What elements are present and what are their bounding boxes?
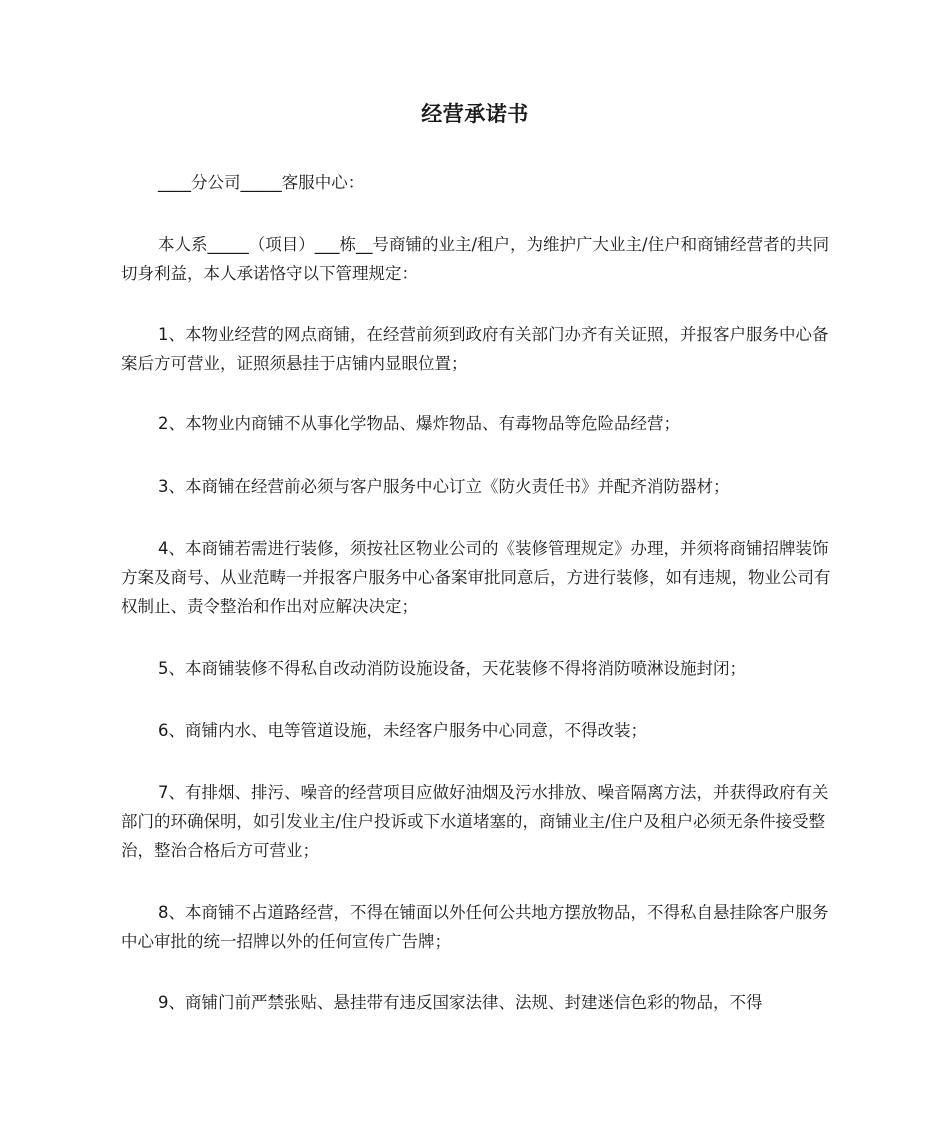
document-title: 经营承诺书 [421, 102, 529, 126]
addressee-line: ____分公司_____客服中心： [158, 173, 365, 192]
clause-5: 5、本商铺装修不得私自改动消防设施设备，天花装修不得将消防喷淋设施封闭； [158, 659, 746, 678]
intro-paragraph: 本人系_____（项目）___栋__号商铺的业主/租户，为维护广大业主/住户和商铺经营者的共同切身利益，本人承诺恪守以下管理规定： [121, 235, 830, 283]
clause-3: 3、本商铺在经营前必须与客户服务中心订立《防火责任书》并配齐消防器材； [158, 477, 730, 496]
clause-8: 8、本商铺不占道路经营，不得在铺面以外任何公共地方摆放物品，不得私自悬挂除客户服务中心审批的统一招牌以外的任何宣传广告牌； [121, 903, 829, 951]
clause-1: 1、本物业经营的网点商铺，在经营前须到政府有关部门办齐有关证照，并报客户服务中心备案后方可营业，证照须悬挂于店铺内显眼位置； [121, 325, 829, 373]
clause-7: 7、有排烟、排污、噪音的经营项目应做好油烟及污水排放、噪音隔离方法，并获得政府有关部门的环确保明，如引发业主/住户投诉或下水道堵塞的，商铺业主/住户及租户必须无条件接受整治，整治合格后方可营业； [121, 783, 829, 860]
clause-6: 6、商铺内水、电等管道设施，未经客户服务中心同意，不得改装； [158, 721, 647, 740]
clause-2: 2、本物业内商铺不从事化学物品、爆炸物品、有毒物品等危险品经营； [158, 414, 680, 433]
clause-9: 9、商铺门前严禁张贴、悬挂带有违反国家法律、法规、封建迷信色彩的物品，不得 [158, 993, 763, 1012]
clause-4: 4、本商铺若需进行装修，须按社区物业公司的《装修管理规定》办理，并须将商铺招牌装饰方案及商号、从业范畴一并报客户服务中心备案审批同意后，方进行装修，如有违规，物业公司有权制止、责令整治和作出对应解决决定； [121, 539, 831, 616]
